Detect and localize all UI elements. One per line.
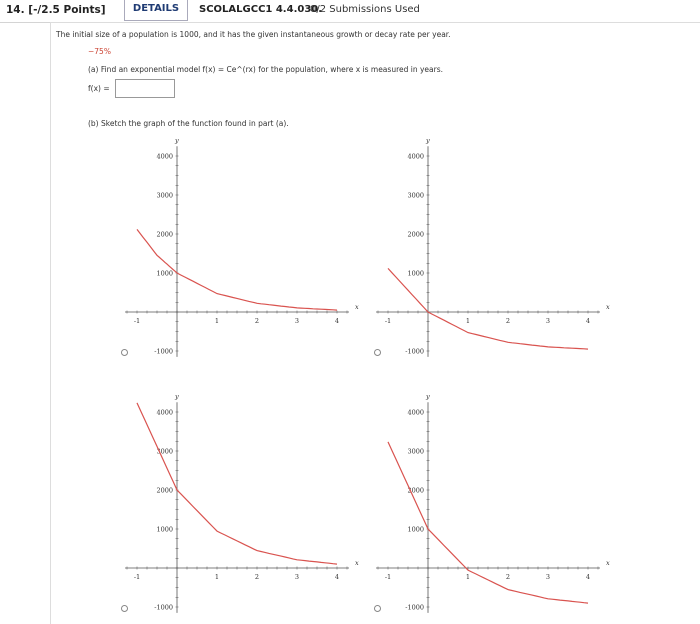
x-tick-label: 1 (214, 317, 220, 325)
x-tick-label: 1 (214, 573, 220, 581)
y-tick-label: 3000 (407, 447, 424, 456)
y-tick-label: 3000 (156, 447, 173, 456)
y-tick-label: 1000 (156, 269, 173, 278)
x-tick-label: 4 (585, 573, 591, 581)
y-tick-label: -1000 (405, 347, 424, 356)
x-tick-label: 1 (465, 573, 471, 581)
y-tick-label: 2000 (407, 486, 424, 495)
fx-label: f(x) = (88, 84, 110, 93)
x-tick-label: 4 (334, 573, 340, 581)
x-tick-label: 4 (334, 317, 340, 325)
x-tick-label: -1 (384, 573, 392, 581)
points-label: [-/2.5 Points] (28, 4, 106, 16)
part-b-prompt: (b) Sketch the graph of the function found in part (a). (88, 119, 289, 128)
y-tick-label: 1000 (156, 525, 173, 534)
x-tick-label: -1 (384, 317, 392, 325)
x-axis-label: x (355, 303, 359, 311)
y-tick-label: 4000 (156, 408, 173, 417)
function-curve (388, 442, 591, 603)
x-tick-label: 3 (294, 317, 300, 325)
x-tick-label: 2 (505, 317, 511, 325)
y-tick-label: 3000 (156, 191, 173, 200)
y-tick-label: 4000 (407, 152, 424, 161)
x-tick-label: 2 (254, 573, 260, 581)
y-tick-label: -1000 (405, 603, 424, 612)
part-a-prompt: (a) Find an exponential model f(x) = Ce^(rx) for the population, where x is measured in years. (88, 65, 443, 74)
y-tick-label: 2000 (407, 230, 424, 239)
x-tick-label: -1 (133, 573, 141, 581)
submissions-used: 0/2 Submissions Used (310, 4, 420, 15)
y-axis-label: y (426, 136, 430, 145)
y-tick-label: 2000 (156, 486, 173, 495)
x-tick-label: 2 (254, 317, 260, 325)
y-axis-label: y (175, 392, 179, 401)
x-axis-label: x (606, 559, 610, 567)
y-axis-label: y (175, 136, 179, 145)
y-tick-label: 3000 (407, 191, 424, 200)
question-intro: The initial size of a population is 1000, and it has the given instantaneous growth or decay rate per year. (56, 30, 451, 39)
y-axis-label: y (426, 392, 430, 401)
y-tick-label: 1000 (407, 525, 424, 534)
x-tick-label: 3 (545, 573, 551, 581)
x-tick-label: 4 (585, 317, 591, 325)
x-tick-label: 2 (505, 573, 511, 581)
y-tick-label: -1000 (154, 603, 173, 612)
x-tick-label: 3 (294, 573, 300, 581)
problem-code: SCOLALGCC1 4.4.030. (199, 4, 323, 15)
x-tick-label: 1 (465, 317, 471, 325)
x-axis-label: x (355, 559, 359, 567)
y-tick-label: 4000 (156, 152, 173, 161)
growth-rate: −75% (88, 47, 111, 56)
x-tick-label: 3 (545, 317, 551, 325)
y-tick-label: -1000 (154, 347, 173, 356)
x-axis-label: x (606, 303, 610, 311)
y-tick-label: 4000 (407, 408, 424, 417)
y-tick-label: 2000 (156, 230, 173, 239)
details-button[interactable]: DETAILS (124, 0, 188, 21)
x-tick-label: -1 (133, 317, 141, 325)
question-number: 14. (6, 4, 25, 16)
y-tick-label: 1000 (407, 269, 424, 278)
